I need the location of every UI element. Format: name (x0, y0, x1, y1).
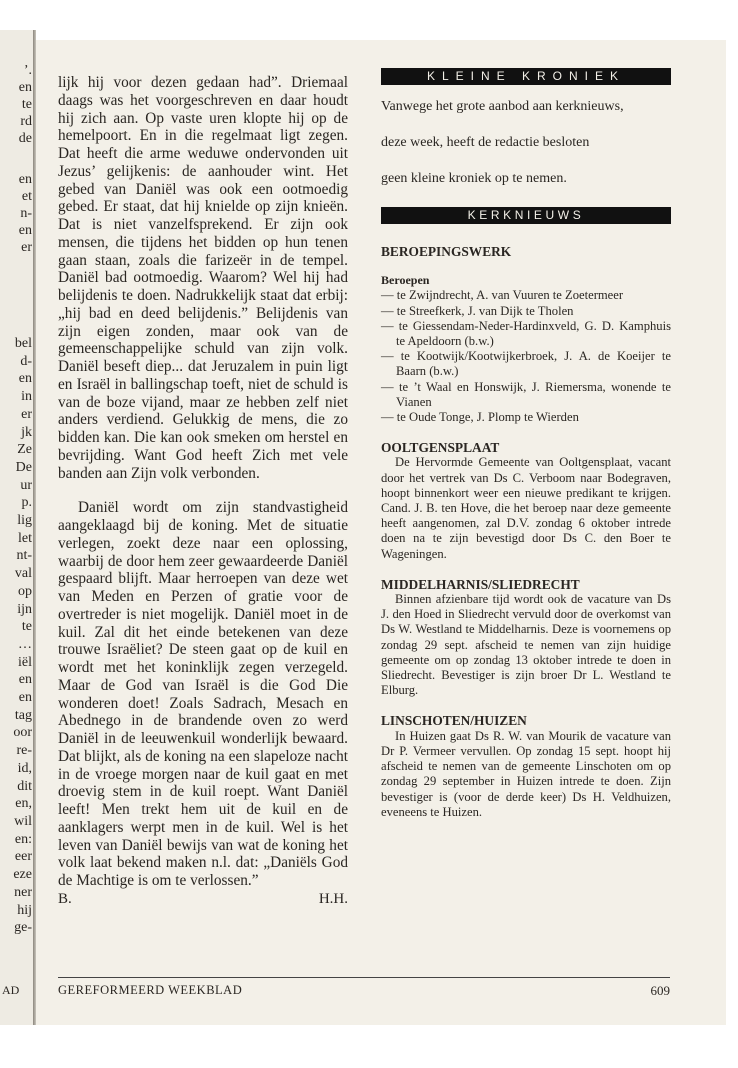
kroniek-line: deze week, heeft de redactie besloten (381, 135, 590, 150)
signature-initial-left: B. (58, 890, 72, 907)
section-body: In Huizen gaat Ds R. W. van Mourik de vacature van Dr P. Vermeer vervullen. Op zondag 15 sept. hoopt hij afscheid te nemen van de gemeente Linschoten om op zondag 29 september in Huizen intrede te doen. Zijn bevestiger is (voor de derde keer) Ds H. Veldhuizen, eveneens te Huizen. (381, 728, 671, 819)
section-body: De Hervormde Gemeente van Ooltgensplaat, vacant door het vertrek van Ds C. Verboom naar Bodegraven, hoopt binnenkort weer een nieuwe predikant te krijgen. Cand. J. B. ten Hove, die het beroep naar deze gemeente heeft aangenomen, zal D.V. zondag 6 oktober intrede doen na te zijn bevestigd door Ds C. den Boer te Wageningen. (381, 455, 671, 561)
list-item: — te Oude Tonge, J. Plomp te Wierden (381, 410, 579, 425)
signature-initial-right: H.H. (318, 890, 348, 907)
section-body: Binnen afzienbare tijd wordt ook de vacature van Ds J. den Hoed in Sliedrecht vervuld door de overkomst van Ds W. Westland te Middelharnis. Deze is voornemens op zondag 29 sept. afscheid te nemen van zijn huidige gemeente om op zondag 13 oktober intrede te doen in Sliedrecht. Bevestiger is zijn broer Dr L. Westland te Elburg. (381, 592, 671, 698)
beroepen-list (381, 288, 671, 425)
article-signature (58, 891, 348, 909)
spine-fragment-group: ’. en te rd de (18, 63, 32, 146)
article-paragraph: Daniël wordt om zijn standvastigheid aangeklaagd bij de koning. Met de situatie verlegen, zoekt deze naar een oplossing, waarbij de door hem zeer gewaardeerde Daniël gespaard blijft. Maar herroepen van deze wet van Meden en Perzen of gratie voor de overtreder is niet mogelijk. Daniël moet in de kuil. Zal dit het einde betekenen van deze trouwe Israëliet? De steen gaat op de kuil en wordt met het koninklijk zegen verzegeld. Maar de God van Israël is die God Die wonderen doet! Zoals Sadrach, Mesach en Abednego in de brandende oven zo werd Daniël in de leeuwenkuil wonderlijk bewaard. Dat blijkt, als de koning na een slapeloze nacht in de vroege morgen naar de kuil gaat en met droevig stem in de kuil roept. Want Daniël leeft! Men trekt hem uit de kuil en de aanklagers werpt men in de kuil. Wel is het leven van Daniël bewijs van wat de koning het volk laat bekend maken n.l. dat: „Daniëls God de Machtige is om te verlossen.” (58, 499, 348, 889)
spine-fragment-group: bel d- en in er jk Ze De ur p. lig let nt- val op ijn te … iël en en tag oor re- id, dit en, wil en: eer eze ner hij ge- (13, 336, 32, 936)
list-item: — te Streefkerk, J. van Dijk te Tholen (381, 303, 574, 318)
list-item: — te Kootwijk/Kootwijkerbroek, J. A. de Koeijer te Baarn (b.w.) (381, 349, 671, 379)
kleine-kroniek-banner: KLEINE KRONIEK (381, 68, 671, 85)
list-item: — te Zwijndrecht, A. van Vuuren te Zoetermeer (381, 288, 624, 303)
kroniek-notice (381, 85, 671, 197)
publication-name: GEREFORMEERD WEEKBLAD (58, 983, 243, 997)
spine-footer-fragment: AD (2, 983, 20, 997)
list-item: — te ’t Waal en Honswijk, J. Riemersma, wonende te Vianen (381, 379, 671, 409)
page-number: 609 (650, 983, 670, 998)
kroniek-line: Vanwege het grote aanbod aan kerknieuws, (381, 99, 624, 114)
footer-rule (58, 977, 670, 978)
spine-fragment-group: en et n- en er (18, 172, 32, 255)
previous-page-strip (0, 30, 36, 1025)
section-heading: BEROEPINGSWERK (381, 244, 512, 259)
section-heading: OOLTGENSPLAAT (381, 440, 500, 456)
kerknieuws-banner: KERKNIEUWS (381, 207, 671, 224)
kroniek-line: geen kleine kroniek op te nemen. (381, 171, 567, 186)
list-item: — te Giessendam-Neder-Hardinxveld, G. D. Kamphuis te Apeldoorn (b.w.) (381, 318, 671, 349)
article-column (58, 74, 348, 909)
section-heading: MIDDELHARNIS/SLIEDRECHT (381, 576, 580, 592)
section-subheading: Beroepen (381, 273, 430, 288)
article-paragraph: lijk hij voor dezen gedaan had”. Driemaal daags was het voorgeschreven en daar houdt hij zich aan. Op vaste uren klopte hij op de hemelpoort. En in die regelmaat ligt zegen. Dat heeft die arme weduwe ondervonden uit Jezus’ gelijkenis: de aanhouder wint. Het gebed van Daniël was ook een ootmoedig gebed. Er staat, dat hij knielde op zijn knieën. Dat is niet vanzelfsprekend. Er zijn ook mensen, die tijdens het bidden op hun tenen gaan staan, zoals die farizeër in de tempel. Daniël bad ootmoedig. Waarom? Wel hij had belijdenis te doen. Nadrukkelijk staat dat erbij: „hij bad en deed belijdenis.” Belijdenis van zijn eigen zonden, maar ook van de gemeenschappelijke schuld van zijn volk. Daniël beseft diep... dat Jeruzalem in puin ligt en Israël in ballingschap toeft, niet de schuld is van de boze vijand, maar ze hebben zelf niet anders verdiend. Gelukkig de mens, die zo bidden kan. Die kan ook smeken om herstel en bevrijding. Want God heeft Zich met vele banden aan Zijn volk verbonden. (58, 74, 348, 482)
section-heading: LINSCHOTEN/HUIZEN (381, 713, 527, 729)
news-column (381, 68, 671, 820)
